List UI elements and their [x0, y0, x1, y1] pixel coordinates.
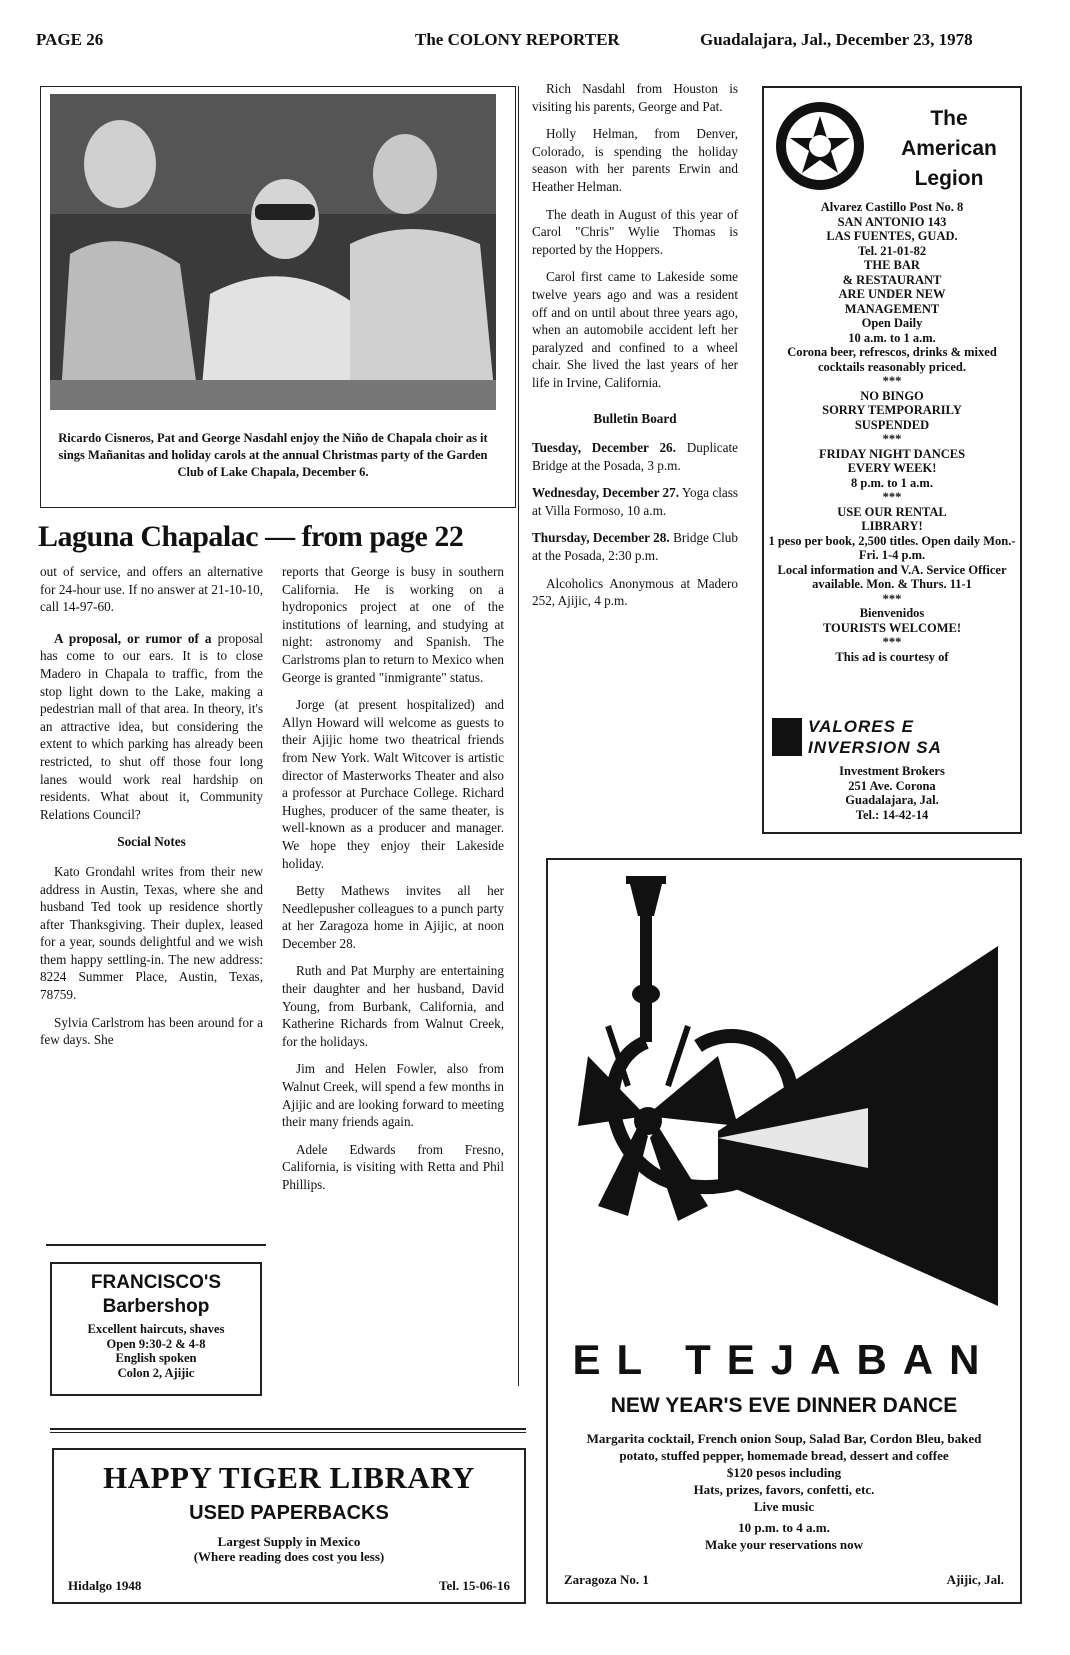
- ad-line: Tel.: 14-42-14: [855, 807, 929, 822]
- barber-details: [52, 1322, 260, 1380]
- photo-illustration: [50, 94, 496, 410]
- divider: [50, 1428, 526, 1430]
- ad-line: EVERY WEEK!: [847, 461, 937, 475]
- bulletin-item: [532, 484, 738, 519]
- column-rule: [518, 86, 519, 1386]
- event-details: [566, 1430, 1002, 1553]
- bulletin-board-title: Bulletin Board: [593, 410, 677, 426]
- ad-line: Investment Brokers: [839, 764, 945, 778]
- ad-line: SUSPENDED: [854, 417, 930, 432]
- ad-line: Open Daily: [861, 316, 923, 330]
- valores-logo: [772, 714, 1012, 760]
- barbershop-ad: [50, 1262, 262, 1396]
- ad-line: Corona beer, refrescos, drinks & mixed cocktails reasonably priced.: [787, 345, 997, 374]
- ad-line: Colon 2, Ajijic: [117, 1365, 195, 1380]
- horn-illustration-icon: [568, 876, 1008, 1326]
- paragraph: Ruth and Pat Murphy are entertaining their daughter and her husband, David Young, from Burbank, California, and Katherine Richards from Walnut Creek, for the holidays.: [282, 963, 504, 1049]
- extras-text: Hats, prizes, favors, confetti, etc.: [693, 1482, 875, 1497]
- paragraph: Jorge (at present hospitalized) and Allyn Howard will welcome as guests to their Ajijic home two theatrical friends from New York. Walt Witcover is artistic director of Masterworks Theater and also a professor at Purchace College. Richard Hughes, producer of the same theater, is well-known as a producer and manager. We hope they enjoy their Lakeside holiday.: [282, 697, 504, 871]
- masthead: The COLONY REPORTER: [415, 30, 620, 49]
- logo-text: VALORES E INVERSION SA: [808, 717, 942, 757]
- bulletin-item: [532, 439, 738, 474]
- ad-line: 10 a.m. to 1 a.m.: [848, 330, 936, 345]
- paragraph: Jim and Helen Fowler, also from Walnut Creek, will spend a few months in Ajijic and are looking forward to meeting their many friends again.: [282, 1061, 504, 1130]
- menu-text: Margarita cocktail, French onion Soup, Salad Bar, Cordon Bleu, baked potato, stuffed pepper, homemade bread, dessert and coffee: [586, 1431, 982, 1463]
- legion-emblem-icon: [772, 98, 868, 194]
- lead-in: A proposal, or rumor of a: [54, 630, 212, 646]
- ad-line: Alvarez Castillo Post No. 8: [820, 200, 964, 214]
- restaurant-address: Zaragoza No. 1: [564, 1572, 649, 1587]
- bulletin-text: Duplicate Bridge at the Posada, 3 p.m.: [532, 440, 738, 473]
- paragraph: The death in August of this year of Carol "Chris" Wylie Thomas is reported by the Hoppers.: [532, 206, 738, 257]
- library-subtitle: USED PAPERBACKS: [189, 1502, 389, 1524]
- photo: [50, 94, 496, 410]
- ad-line: 8 p.m. to 1 a.m.: [851, 475, 933, 490]
- paragraph: out of service, and offers an alternative for 24-hour use. If no answer at 21-10-10, call 14-97-60.: [40, 564, 263, 615]
- legion-title: [884, 104, 1014, 194]
- ad-line: Local information and V.A. Service Officer available. Mon. & Thurs. 11-1: [777, 562, 1007, 591]
- bulletin-item: [532, 529, 738, 564]
- bulletin-day: Wednesday, December 27.: [532, 485, 680, 501]
- paragraph: Carol first came to Lakeside some twelve years ago and was a resident off and on until about three years ago, when an automobile accident left her paralyzed and confined to a wheel chair. She lived the last years of her life in Irvine, California.: [532, 269, 738, 390]
- ad-line: & RESTAURANT: [842, 272, 942, 287]
- paragraph: Rich Nasdahl from Houston is visiting his parents, George and Pat.: [532, 81, 738, 114]
- legion-ad-body: [768, 200, 1016, 664]
- ad-line: Open 9:30-2 & 4-8: [106, 1336, 206, 1351]
- bulletin-day: Tuesday, December 26.: [532, 440, 676, 456]
- paragraph: Adele Edwards from Fresno, California, is visiting with Retta and Phil Phillips.: [282, 1141, 504, 1192]
- paragraph: reports that George is busy in southern California. He is working on a hydroponics project at one of the institutions of learning, and studying at night: astronomy and Spanish. The Carlstroms plan to return to Mexico when George is granted "inmigrante" status.: [282, 564, 504, 685]
- ad-line: SORRY TEMPORARILY: [822, 403, 962, 417]
- bulletin-text: Bridge Club at the Posada, 2:30 p.m.: [532, 530, 738, 564]
- ad-line: LAS FUENTES, GUAD.: [826, 229, 958, 243]
- bulletin-day: Thursday, December 28.: [532, 530, 670, 546]
- ad-line: MANAGEMENT: [844, 301, 940, 316]
- paragraph: Sylvia Carlstrom has been around for a few days. She: [40, 1014, 263, 1048]
- ad-line: 251 Ave. Corona: [848, 778, 936, 793]
- ad-line: ***: [882, 432, 902, 446]
- bulletin-text: Yoga class at Villa Formoso, 10 a.m.: [532, 485, 739, 518]
- legion-title-line: Legion: [914, 167, 984, 190]
- price-text: $120 pesos including: [726, 1465, 842, 1480]
- bulletin-item: Alcoholics Anonymous at Madero 252, Ajijic, 4 p.m.: [532, 575, 738, 609]
- ad-line: Tel. 21-01-82: [857, 243, 927, 258]
- page-number: PAGE 26: [36, 30, 104, 49]
- ad-line: This ad is courtesy of: [835, 649, 949, 664]
- ad-line: 1 peso per book, 2,500 titles. Open daily Mon.-Fri. 1-4 p.m.: [768, 533, 1016, 562]
- subhead-social-notes: Social Notes: [117, 834, 186, 850]
- ad-line: ***: [882, 635, 902, 649]
- logo-mark-icon: [772, 718, 802, 756]
- headline: Laguna Chapalac — from page 22: [38, 520, 464, 553]
- barber-name: FRANCISCO'S: [90, 1272, 222, 1293]
- ad-line: Excellent haircuts, shaves: [87, 1322, 225, 1336]
- dateline: Guadalajara, Jal., December 23, 1978: [700, 30, 973, 49]
- barber-type: Barbershop: [102, 1296, 210, 1317]
- ad-line: ***: [882, 374, 902, 388]
- el-tejaban-ad: [546, 858, 1022, 1604]
- ad-line: ***: [882, 591, 902, 606]
- ad-line: LIBRARY!: [861, 519, 923, 533]
- photo-caption: Ricardo Cisneros, Pat and George Nasdahl enjoy the Niño de Chapala choir as it sings Mañanitas and holiday carols at the annual Christmas party of the Garden Club of Lake Chapala, December 6.: [58, 431, 488, 479]
- paragraph: [40, 630, 263, 824]
- event-title: NEW YEAR'S EVE DINNER DANCE: [610, 1394, 958, 1417]
- column-3: [532, 80, 738, 620]
- ad-line: (Where reading does cost you less): [193, 1548, 385, 1564]
- american-legion-ad: [762, 86, 1022, 834]
- ad-line: ***: [882, 490, 902, 504]
- divider: [50, 1432, 526, 1433]
- time-text: 10 p.m. to 4 a.m.: [738, 1520, 830, 1535]
- legion-title-line: American: [901, 137, 997, 160]
- ad-line: SAN ANTONIO 143: [837, 214, 947, 229]
- column-1: [40, 563, 263, 1059]
- ad-line: English spoken: [115, 1351, 197, 1365]
- ad-line: THE BAR: [864, 258, 920, 272]
- ad-line: Bienvenidos: [859, 606, 925, 620]
- paragraph: Kato Grondahl writes from their new address in Austin, Texas, where she and husband Ted took up residence shortly after Thanksgiving. Their duplex, leased for a year, sounds delightful and we wish them happy settling-in. The new address: 8224 Summer Place, Austin, Texas, 78759.: [40, 863, 263, 1003]
- paragraph-text: proposal has come to our ears. It is to close Madero in Chapala to traffic, from the stop light down to the Lake, making a pedestrian mall of that area. In theory, it's an attractive idea, but considering the extent to which parking has already been restricted, to shut off those four long lanes would work real hardship on residents. What about it, Community Relations Council?: [40, 630, 263, 822]
- column-2: [282, 563, 504, 1204]
- ad-line: USE OUR RENTAL: [837, 504, 947, 519]
- legion-title-line: The: [930, 107, 968, 130]
- library-phone: Tel. 15-06-16: [438, 1578, 510, 1593]
- restaurant-town: Ajijic, Jal.: [946, 1572, 1004, 1587]
- legion-ad-footer: [768, 764, 1016, 822]
- music-text: Live music: [753, 1499, 815, 1514]
- library-details: [54, 1535, 524, 1564]
- ad-line: TOURISTS WELCOME!: [822, 620, 962, 635]
- paragraph: Betty Mathews invites all her Needlepusher colleagues to a punch party at her Zaragoza home in Ajijic, at noon December 28.: [282, 883, 504, 951]
- ad-line: Guadalajara, Jal.: [845, 793, 939, 807]
- ad-line: Largest Supply in Mexico: [217, 1534, 361, 1549]
- ad-line: NO BINGO: [860, 388, 924, 403]
- ad-line: FRIDAY NIGHT DANCES: [818, 446, 966, 461]
- library-address: Hidalgo 1948: [68, 1578, 142, 1593]
- reserve-text: Make your reservations now: [704, 1537, 864, 1552]
- paragraph: Holly Helman, from Denver, Colorado, is spending the holiday season with her parents Erwin and Heather Helman.: [532, 126, 738, 194]
- divider: [46, 1244, 266, 1246]
- restaurant-name: EL TEJABAN: [572, 1336, 996, 1383]
- happy-tiger-library-ad: [52, 1448, 526, 1604]
- library-title: HAPPY TIGER LIBRARY: [103, 1460, 475, 1495]
- ad-line: ARE UNDER NEW: [838, 287, 946, 301]
